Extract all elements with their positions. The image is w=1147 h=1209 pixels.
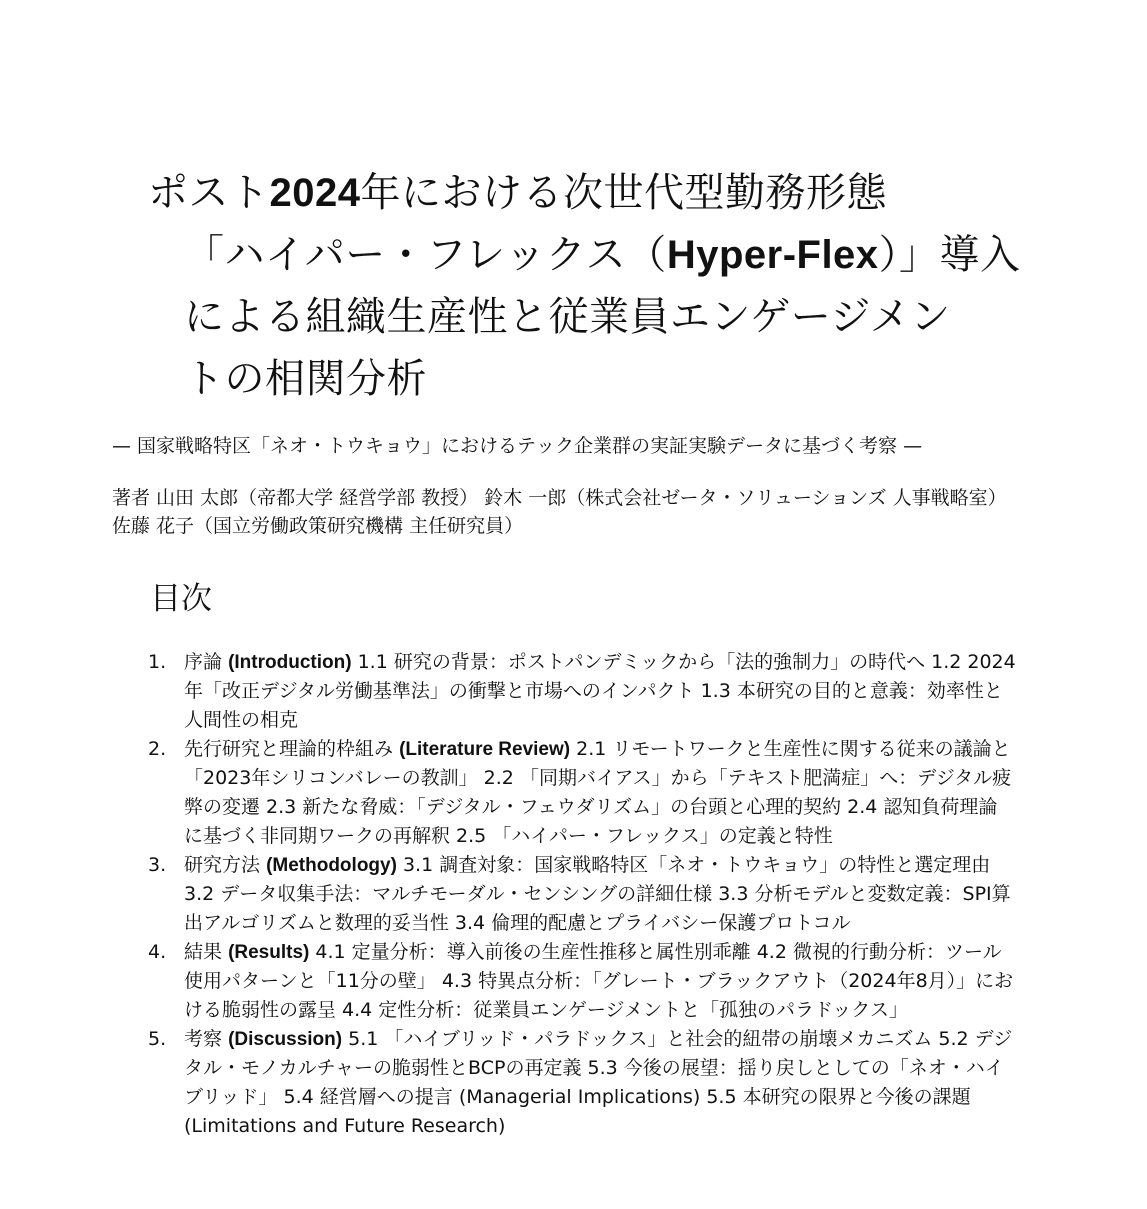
toc-heading: 目次 (150, 581, 212, 617)
title-line-1: ポスト2024年における次世代型勤務形態 (148, 170, 887, 216)
toc-item-methodology (148, 851, 1028, 938)
toc-item-literature-review (148, 735, 1028, 851)
toc-item-number: 3. (148, 854, 167, 876)
title-line-3: による組織生産性と従業員エンゲージメン (184, 294, 951, 340)
toc-item-text: 研究方法 (Methodology) 3.1 調査対象：国家戦略特区「ネオ・トウキョウ」の特性と選定理由 3.2 データ収集手法：マルチモーダル・センシングの詳細仕様 3.3 分析モデルと変数定義：SPI算出アルゴリズムと数理的妥当性 3.4 倫理的配慮とプライバシー保護プロトコル (184, 854, 1011, 934)
toc-item-introduction (148, 648, 1028, 735)
toc-item-number: 1. (148, 651, 167, 673)
toc-item-text: 考察 (Discussion) 5.1 「ハイブリッド・パラドックス」と社会的紐帯の崩壊メカニズム 5.2 デジタル・モノカルチャーの脆弱性とBCPの再定義 5.3 今後の展望：揺り戻しとしての「ネオ・ハイブリッド」 5.4 経営層への提言 (Managerial Implications) 5.5 本研究の限界と今後の課題 (Limitations and Future Research) (184, 1028, 1013, 1137)
toc-item-number: 5. (148, 1028, 167, 1050)
title-line-2: 「ハイパー・フレックス（Hyper-Flex）」導入 (184, 232, 1021, 278)
toc-item-results (148, 938, 1028, 1025)
toc-item-number: 4. (148, 941, 167, 963)
toc-item-text: 序論 (Introduction) 1.1 研究の背景：ポストパンデミックから「法的強制力」の時代へ 1.2 2024年「改正デジタル労働基準法」の衝撃と市場へのインパクト 1.3 本研究の目的と意義：効率性と人間性の相克 (184, 651, 1016, 731)
paper-subtitle: — 国家戦略特区「ネオ・トウキョウ」におけるテック企業群の実証実験データに基づく考察 — (112, 435, 923, 457)
toc-item-number: 2. (148, 738, 167, 760)
table-of-contents (148, 648, 1028, 1141)
title-line-4: トの相関分析 (184, 356, 427, 402)
toc-item-discussion (148, 1025, 1028, 1141)
toc-item-text: 結果 (Results) 4.1 定量分析：導入前後の生産性推移と属性別乖離 4.2 微視的行動分析：ツール使用パターンと「11分の壁」 4.3 特異点分析：「グレート・ブラックアウト（2024年8月）」における脆弱性の露呈 4.4 定性分析：従業員エンゲージメントと「孤独のパラドックス」 (184, 941, 1014, 1021)
paper-title (148, 162, 1028, 410)
author-list: 著者 山田 太郎（帝都大学 経営学部 教授） 鈴木 一郎（株式会社ゼータ・ソリューションズ 人事戦略室） 佐藤 花子（国立労働政策研究機構 主任研究員） (112, 487, 1007, 537)
toc-item-text: 先行研究と理論的枠組み (Literature Review) 2.1 リモートワークと生産性に関する従来の議論と「2023年シリコンバレーの教訓」 2.2 「同期バイアス」から「テキスト肥満症」へ：デジタル疲弊の変遷 2.3 新たな脅威：「デジタル・フェウダリズム」の台頭と心理的契約 2.4 認知負荷理論に基づく非同期ワークの再解釈 2.5 「ハイパー・フレックス」の定義と特性 (184, 738, 1012, 847)
